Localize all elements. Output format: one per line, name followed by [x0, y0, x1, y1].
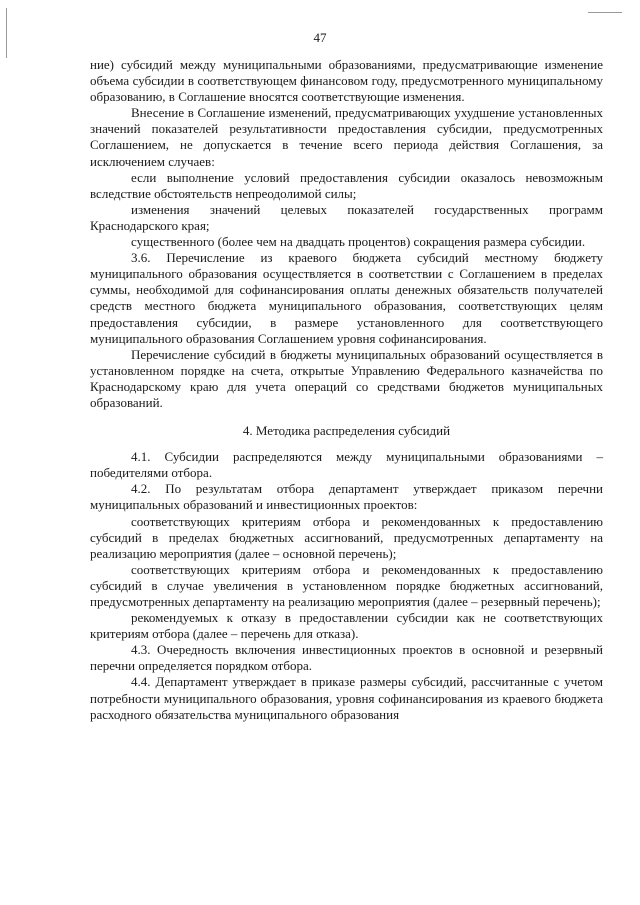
list-item-reserve-list: соответствующих критериям отбора и рекомендованных к предоставлению субсидий в случае увеличения в установленном порядке бюджетных ассигнований, предусмотренных департаменту на реализацию мероприятия (далее – резервный перечень);	[90, 561, 603, 609]
list-item-main-list: соответствующих критериям отбора и рекомендованных к предоставлению субсидий в пределах бюджетных ассигнований, предусмотренных департаменту на реализацию мероприятия (далее – основной перечень);	[90, 513, 603, 561]
paragraph-4-1: 4.1. Субсидии распределяются между муниципальными образованиями – победителями отбора.	[90, 449, 603, 481]
paragraph-4-4: 4.4. Департамент утверждает в приказе размеры субсидий, рассчитанные с учетом потребности муниципального образования, уровня софинансирования из краевого бюджета расходного обязательства муниципального образования	[90, 674, 603, 722]
section-heading: 4. Методика распределения субсидий	[242, 423, 451, 439]
list-item-refusal-list: рекомендуемых к отказу в предоставлении субсидии как не соответствующих критериям отбора (далее – перечень для отказа).	[90, 610, 603, 642]
paragraph-amendment-restriction: Внесение в Соглашение изменений, предусматривающих ухудшение установленных значений показателей результативности предоставления субсидии, предусмотренных Соглашением, не допускается в течение всего периода действия Соглашения, за исключением случаев:	[90, 105, 603, 169]
paragraph-4-2: 4.2. По результатам отбора департамент утверждает приказом перечни муниципальных образований и инвестиционных проектов:	[90, 481, 603, 513]
page-number: 47	[313, 30, 327, 45]
paragraph-subsidy-reduction: существенного (более чем на двадцать процентов) сокращения размера субсидии.	[131, 234, 586, 250]
document-body	[90, 57, 603, 723]
paragraph-4-3: 4.3. Очередность включения инвестиционных проектов в основной и резервный перечни определяется порядком отбора.	[90, 642, 603, 674]
paragraph-continuation: ние) субсидий между муниципальными образованиями, предусматривающие изменение объема субсидии в соответствующем финансовом году, предусмотренного муниципальному образованию, в Соглашение вносятся соответствующие изменения.	[90, 57, 603, 105]
paragraph-3-6: 3.6. Перечисление из краевого бюджета субсидий местному бюджету муниципального образования осуществляется в соответствии с Соглашением в пределах суммы, необходимой для софинансирования оплаты денежных обязательств получателей средств местного бюджета муниципального образования, соответствующих целям предоставления субсидии, в размере установленного для соответствующего муниципального образования Соглашением уровня софинансирования.	[90, 250, 603, 346]
paragraph-transfer: Перечисление субсидий в бюджеты муниципальных образований осуществляется в установленном порядке на счета, открытые Управлению Федерального казначейства по Краснодарскому краю для учета операций со средствами бюджетов муниципальных образований.	[90, 346, 603, 410]
scan-edge-mark-right	[588, 12, 622, 13]
paragraph-target-indicators: изменения значений целевых показателей государственных программ Краснодарского края;	[90, 201, 603, 233]
paragraph-force-majeure: если выполнение условий предоставления субсидии оказалось невозможным вследствие обстоятельств непреодолимой силы;	[90, 169, 603, 201]
